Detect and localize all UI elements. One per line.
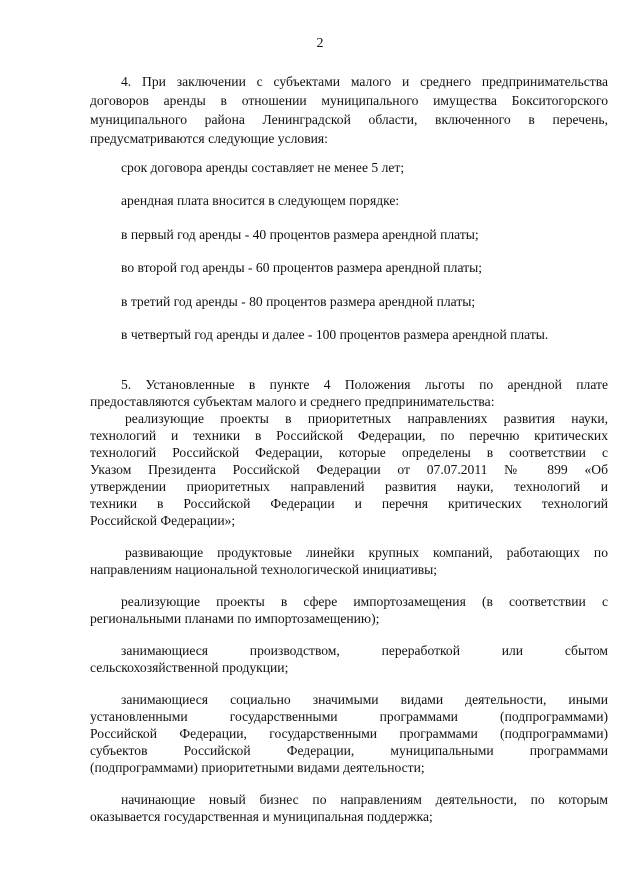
- para4-line-4: предусматриваются следующие условия:: [90, 131, 328, 146]
- para4-line-3: муниципального района Ленинградской области, включенного в перечень,: [90, 112, 608, 127]
- item5-line-3: Российской Федерации, государственными программами (подпрограммами): [90, 726, 608, 741]
- page-number: 2: [316, 36, 324, 51]
- item6-line-1: начинающие новый бизнес по направлениям деятельности, по которым: [121, 792, 608, 807]
- item1-line-1: реализующие проекты в приоритетных направлениях развития науки,: [125, 411, 608, 426]
- item4-line-1: занимающиеся производством, переработкой или сбытом: [121, 643, 608, 658]
- item1-line-5: утверждении приоритетных направлений развития науки, технологий и: [90, 479, 608, 494]
- item5-line-4: субъектов Российской Федерации, муниципальными программами: [90, 743, 608, 758]
- item1-line-6: техники в Российской Федерации и перечня критических технологий: [90, 496, 608, 511]
- item5-line-5: (подпрограммами) приоритетными видами деятельности;: [90, 760, 425, 775]
- item6-line-2: оказывается государственная и муниципальная поддержка;: [90, 809, 433, 824]
- item4-line-2: сельскохозяйственной продукции;: [90, 660, 289, 675]
- condition-item: срок договора аренды составляет не менее 5 лет;: [121, 160, 405, 175]
- para5-line-1: 5. Установленные в пункте 4 Положения льготы по арендной плате: [121, 377, 608, 392]
- para4-line-2: договоров аренды в отношении муниципального имущества Бокситогорского: [90, 93, 608, 108]
- item2-line-2: направлениям национальной технологической инициативы;: [90, 562, 438, 577]
- item1-line-3: технологий Российской Федерации, которые определены в соответствии с: [90, 445, 608, 460]
- item1-line-7: Российской Федерации»;: [90, 513, 236, 528]
- item5-line-1: занимающиеся социально значимыми видами деятельности, иными: [121, 692, 608, 707]
- item1-line-2: технологий и техники в Российской Федерации, по перечню критических: [90, 428, 608, 443]
- item3-line-1: реализующие проекты в сфере импортозамещения (в соответствии с: [121, 594, 608, 609]
- item1-line-4: Указом Президента Российской Федерации от 07.07.2011 № 899 «Об: [90, 462, 608, 477]
- condition-item: в четвертый год аренды и далее - 100 процентов размера арендной платы.: [121, 327, 549, 342]
- para5-line-2: предоставляются субъектам малого и среднего предпринимательства:: [90, 394, 495, 409]
- item5-line-2: установленными государственными программами (подпрограммами): [90, 709, 608, 724]
- condition-item: во второй год аренды - 60 процентов размера арендной платы;: [121, 260, 482, 275]
- para4-line-1: 4. При заключении с субъектами малого и среднего предпринимательства: [121, 74, 608, 89]
- condition-item: в первый год аренды - 40 процентов размера арендной платы;: [121, 227, 479, 242]
- item2-line-1: развивающие продуктовые линейки крупных компаний, работающих по: [125, 545, 608, 560]
- item3-line-2: региональными планами по импортозамещению);: [90, 611, 380, 626]
- condition-item: арендная плата вносится в следующем порядке:: [121, 193, 400, 208]
- condition-item: в третий год аренды - 80 процентов размера арендной платы;: [121, 294, 476, 309]
